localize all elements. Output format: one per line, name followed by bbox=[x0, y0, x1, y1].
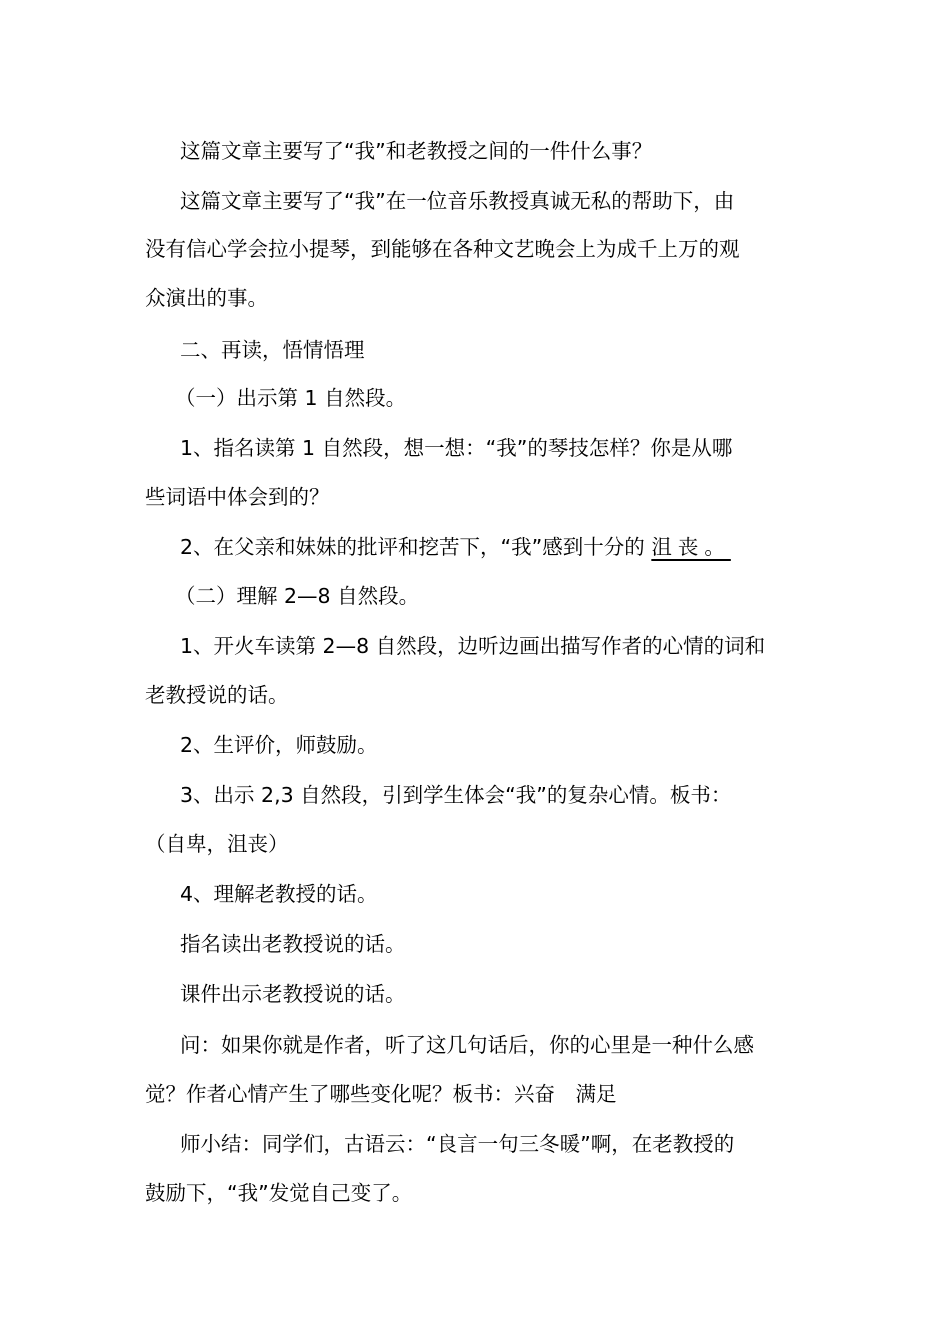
section-heading-reread: 二、再读，悟情悟理 bbox=[180, 338, 365, 362]
item-train-line-1: 1、开火车读第 2—8 自然段，边听边画出描写作者的心情的词和 bbox=[180, 634, 766, 658]
item-2-text: 2、在父亲和妹妹的批评和挖苦下，“我”感到十分的 bbox=[180, 535, 645, 559]
paragraph-question: 这篇文章主要写了“我”和老教授之间的一件什么事？ bbox=[180, 139, 653, 163]
item-1-line-2: 些词语中体会到的？ bbox=[145, 485, 330, 509]
item-evaluate: 2、生评价，师鼓励。 bbox=[180, 733, 378, 757]
question-line-2: 觉？作者心情产生了哪些变化呢？板书：兴奋 满足 bbox=[145, 1082, 617, 1106]
paragraph-answer-line-2: 没有信心学会拉小提琴，到能够在各种文艺晚会上为成千上万的观 bbox=[145, 237, 740, 261]
item-show-line-1: 3、出示 2,3 自然段，引到学生体会“我”的复杂心情。板书： bbox=[180, 783, 732, 807]
item-understand: 4、理解老教授的话。 bbox=[180, 882, 378, 906]
underlined-answer: 沮丧。 bbox=[651, 535, 731, 559]
summary-line-2: 鼓励下，“我”发觉自己变了。 bbox=[145, 1181, 413, 1205]
subsection-heading-1: （一）出示第 1 自然段。 bbox=[175, 386, 407, 410]
item-show-line-2: （自卑，沮丧） bbox=[145, 832, 289, 856]
item-1-line-1: 1、指名读第 1 自然段，想一想：“我”的琴技怎样？你是从哪 bbox=[180, 436, 733, 460]
paragraph-answer-line-1: 这篇文章主要写了“我”在一位音乐教授真诚无私的帮助下，由 bbox=[180, 189, 735, 213]
line-courseware: 课件出示老教授说的话。 bbox=[180, 982, 406, 1006]
paragraph-answer-line-3: 众演出的事。 bbox=[145, 286, 268, 310]
subsection-heading-2: （二）理解 2—8 自然段。 bbox=[175, 584, 420, 608]
item-train-line-2: 老教授说的话。 bbox=[145, 683, 289, 707]
summary-line-1: 师小结：同学们，古语云：“良言一句三冬暖”啊，在老教授的 bbox=[180, 1132, 735, 1156]
question-line-1: 问：如果你就是作者，听了这几句话后，你的心里是一种什么感 bbox=[180, 1033, 754, 1057]
item-2 bbox=[145, 523, 810, 572]
line-read-words: 指名读出老教授说的话。 bbox=[180, 932, 406, 956]
